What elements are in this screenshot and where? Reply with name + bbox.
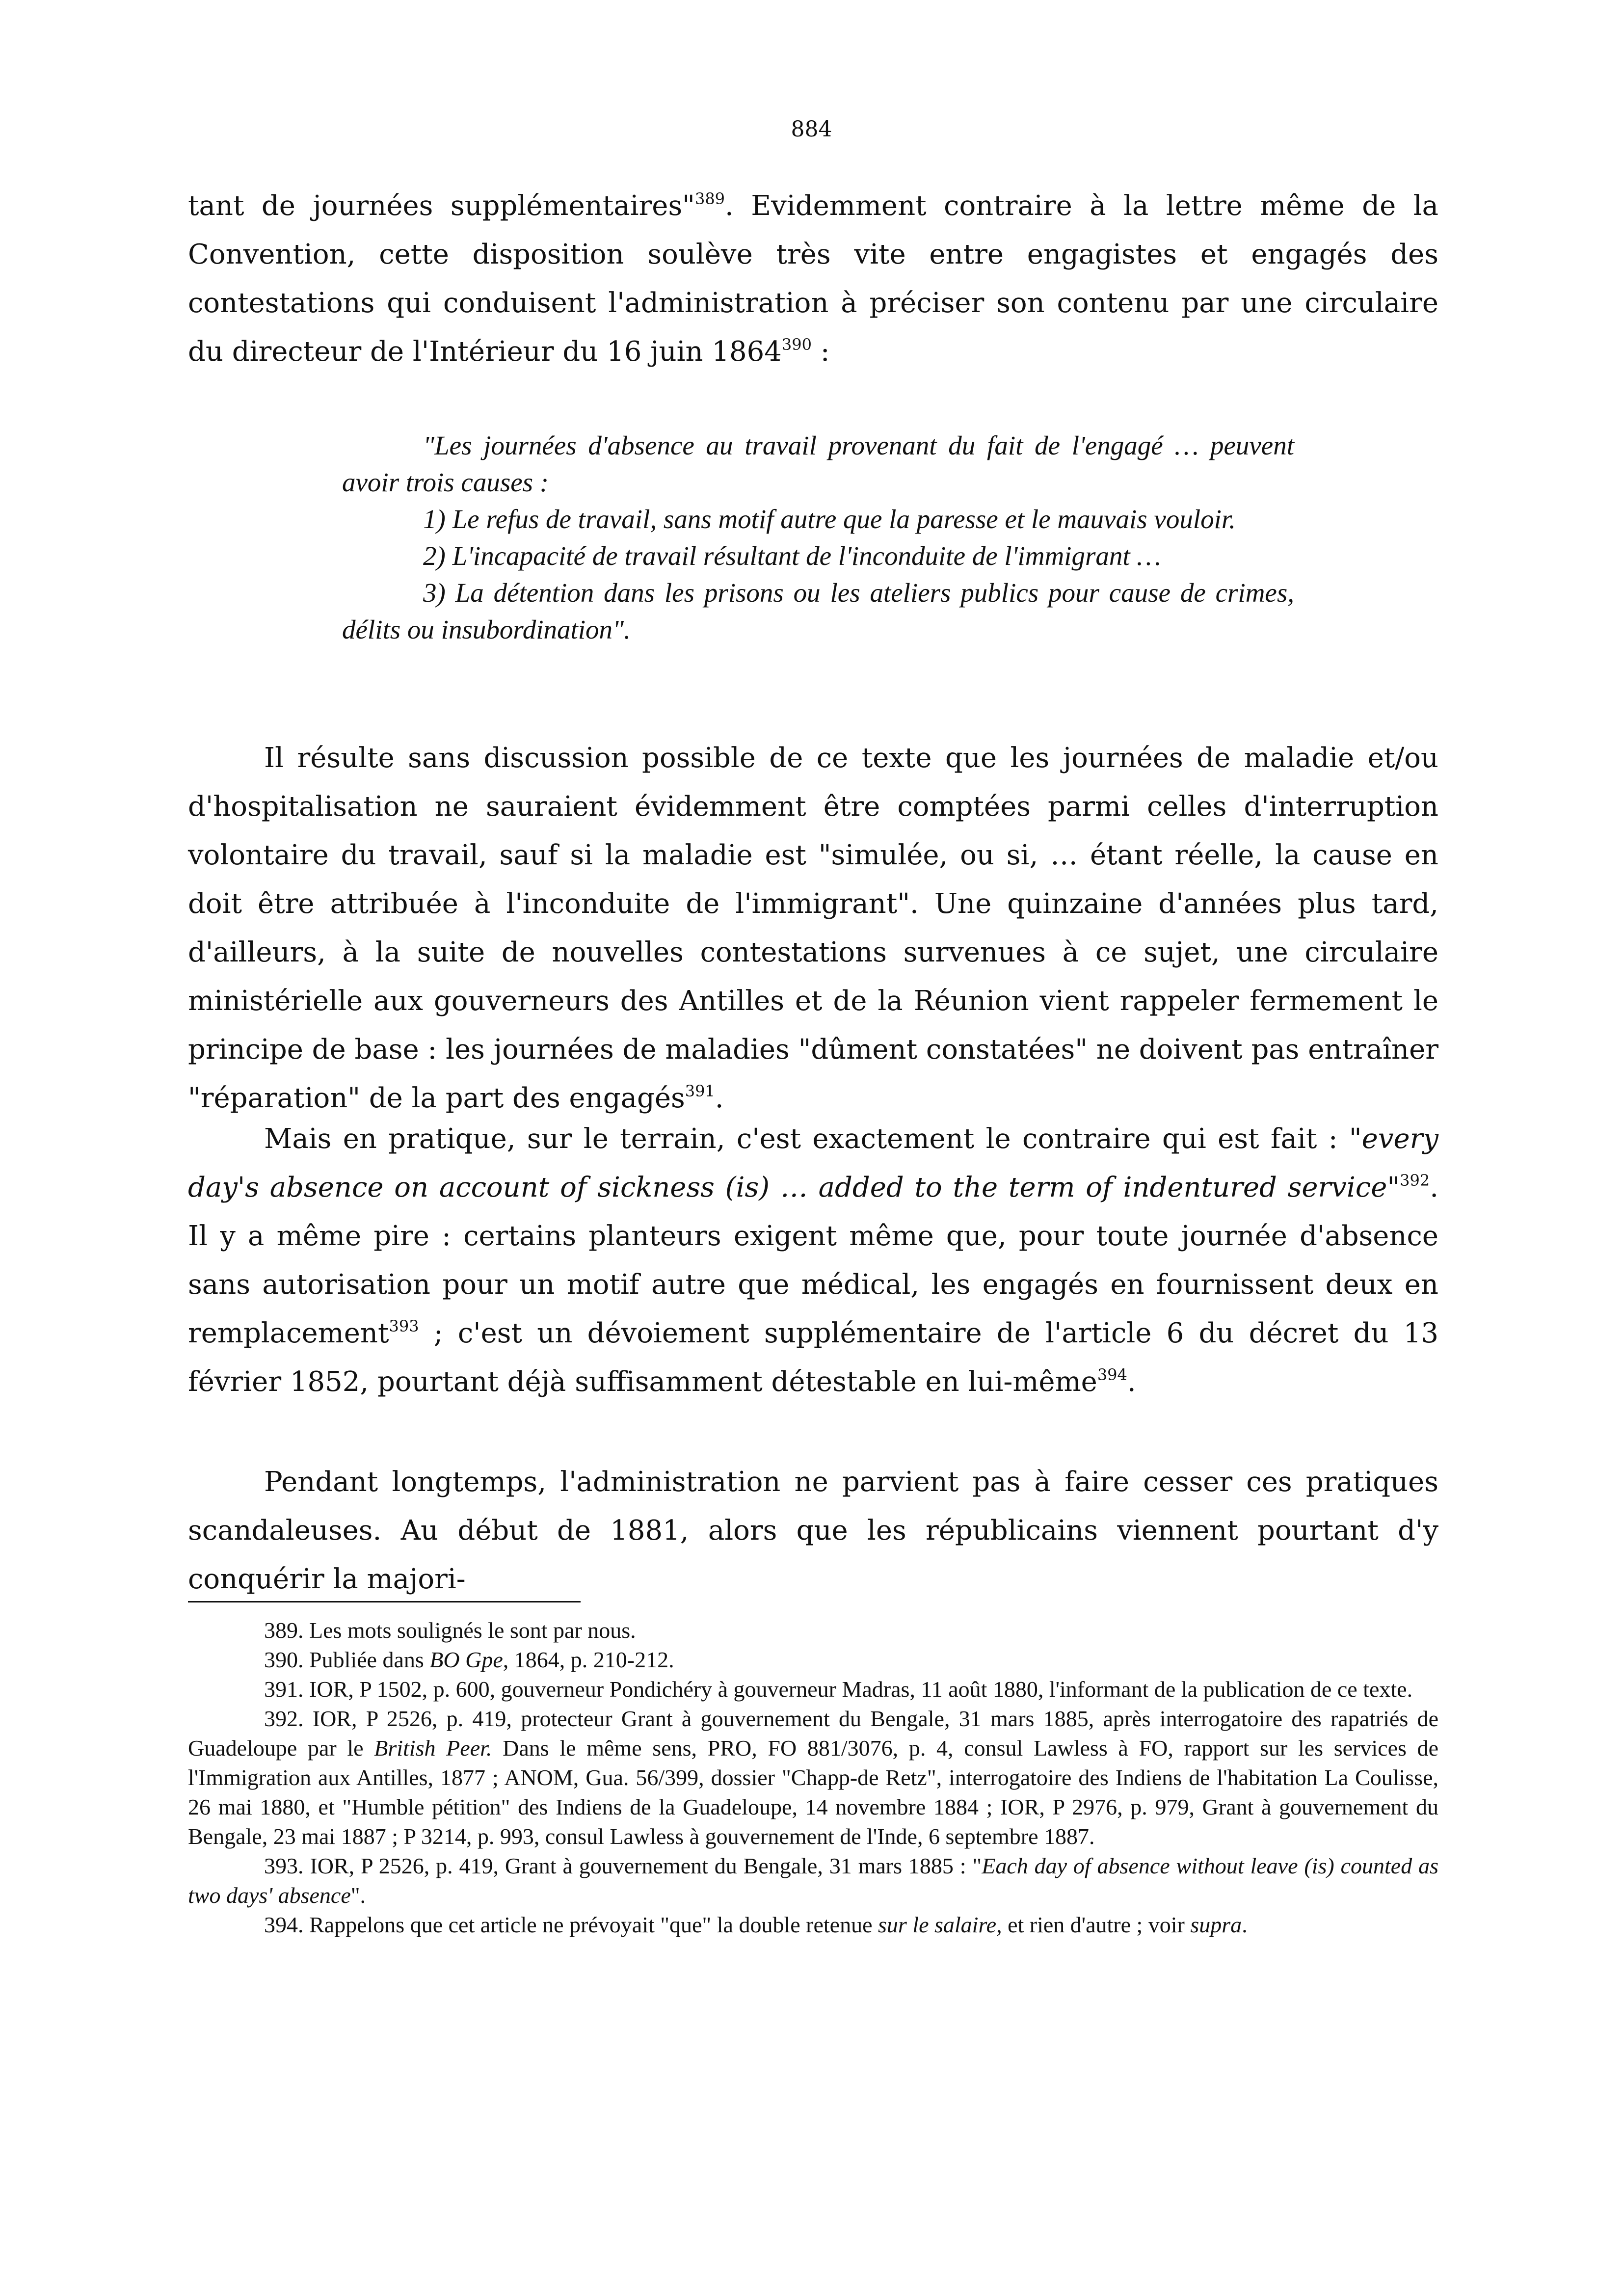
footnote-divider	[188, 1601, 581, 1602]
quote-line-2: 1) Le refus de travail, sans motif autre que la paresse et le mauvais vouloir.	[423, 504, 1236, 534]
body-paragraph-4: Pendant longtemps, l'administration ne parvient pas à faire cesser ces pratiques scandaleuses. Au début de 1881, alors que les républicains viennent pourtant d'y conquérir la majori-	[188, 1466, 1438, 1595]
footnote-ref-389[interactable]: 389	[694, 189, 725, 208]
footnote-ref-394[interactable]: 394	[1097, 1365, 1127, 1384]
footnote-393: 393. IOR, P 2526, p. 419, Grant à gouvernement du Bengale, 31 mars 1885 : "Each day of absence without leave (is) counted as two days' absence".	[188, 1853, 1438, 1908]
block-quote	[342, 427, 1294, 648]
footnote-389: 389. Les mots soulignés le sont par nous.	[264, 1618, 636, 1643]
body-paragraph-2: Il résulte sans discussion possible de ce texte que les journées de maladie et/ou d'hospitalisation ne sauraient évidemment être comptées parmi celles d'interruption volontaire du travail, sauf si la maladie est "simulée, ou si, … étant réelle, la cause en doit être attribuée à l'inconduite de l'immigrant". Une quinzaine d'années plus tard, d'ailleurs, à la suite de nouvelles contestations survenues à ce sujet, une circulaire ministérielle aux gouverneurs des Antilles et de la Réunion vient rappeler fermement le principe de base : les journées de maladies "dûment constatées" ne doivent pas entraîner "réparation" de la part des engagés$^{391}$.	[188, 742, 1438, 1114]
quote-line-1: "Les journées d'absence au travail provenant du fait de l'engagé … peuvent avoir trois causes :	[342, 430, 1294, 497]
footnote-392: 392. IOR, P 2526, p. 419, protecteur Grant à gouvernement du Bengale, 31 mars 1885, après interrogatoire des rapatriés de Guadeloupe par le British Peer. Dans le même sens, PRO, FO 881/3076, p. 4, consul Lawless à FO, rapport sur les services de l'Immigration aux Antilles, 1877 ; ANOM, Gua. 56/399, dossier "Chapp-de Retz", interrogatoire des Indiens de l'habitation La Coulisse, 26 mai 1880, et "Humble pétition" des Indiens de la Guadeloupe, 14 novembre 1884 ; IOR, P 2976, p. 979, Grant à gouvernement du Bengale, 23 mai 1887 ; P 3214, p. 993, consul Lawless à gouvernement de l'Inde, 6 septembre 1887.	[188, 1706, 1438, 1849]
body-paragraph-1: tant de journées supplémentaires"$^{389}$. Evidemment contraire à la lettre même de la Convention, cette disposition soulève très vite entre engagistes et engagés des contestations qui conduisent l'administration à préciser son contenu par une circulaire du directeur de l'Intérieur du 16 juin 1864$^{390}$ :	[188, 189, 1438, 368]
footnote-ref-393[interactable]: 393	[389, 1317, 419, 1335]
footnote-390: 390. Publiée dans BO Gpe, 1864, p. 210-212.	[264, 1647, 674, 1672]
footnote-ref-390[interactable]: 390	[781, 335, 812, 354]
quote-line-3: 2) L'incapacité de travail résultant de l'inconduite de l'immigrant …	[423, 541, 1161, 571]
footnote-394: 394. Rappelons que cet article ne prévoyait "que" la double retenue sur le salaire, et rien d'autre ; voir supra.	[264, 1912, 1248, 1937]
quote-line-4: 3) La détention dans les prisons ou les ateliers publics pour cause de crimes, délits ou insubordination".	[342, 578, 1294, 644]
body-paragraph-3: Mais en pratique, sur le terrain, c'est exactement le contraire qui est fait : "every day's absence on account of sickness (is) … added to the term of indentured service"$^{392}$. Il y a même pire : certains planteurs exigent même que, pour toute journée d'absence sans autorisation pour un motif autre que médical, les engagés en fournissent deux en remplacement$^{393}$ ; c'est un dévoiement supplémentaire de l'article 6 du décret du 13 février 1852, pourtant déjà suffisamment détestable en lui-même$^{394}$.	[188, 1123, 1438, 1398]
page-number: 884	[791, 117, 832, 142]
footnote-ref-391[interactable]: 391	[685, 1082, 715, 1100]
footnote-391: 391. IOR, P 1502, p. 600, gouverneur Pondichéry à gouverneur Madras, 11 août 1880, l'informant de la publication de ce texte.	[264, 1677, 1413, 1702]
footnote-ref-392[interactable]: 392	[1400, 1171, 1430, 1190]
footnotes	[188, 1616, 1438, 1940]
